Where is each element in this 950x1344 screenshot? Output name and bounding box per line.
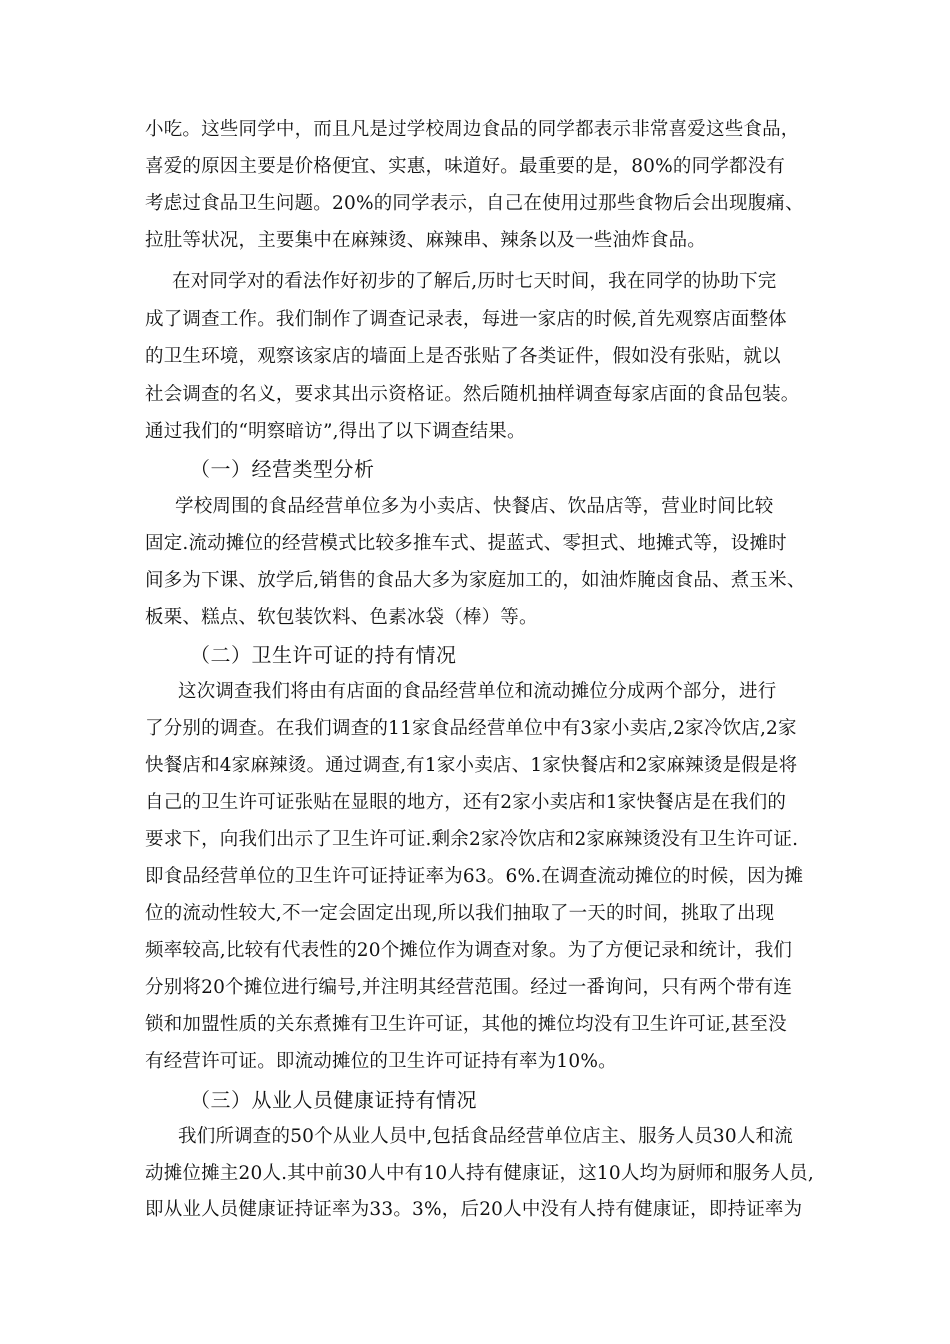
section-2-line-8: 频率较高,比较有代表性的20个摊位作为调查对象。为了方便记录和统计，我们 [145,940,793,961]
paragraph-2-line-2: 成了调查工作。我们制作了调查记录表，每进一家店的时候,首先观察店面整体 [145,309,787,330]
section-3-line-2: 动摊位摊主20人.其中前30人中有10人持有健康证，这10人均为厨师和服务人员, [145,1163,814,1184]
paragraph-1-line-1: 小吃。这些同学中，而且凡是过学校周边食品的同学都表示非常喜爱这些食品， [145,119,800,140]
paragraph-1-line-3: 考虑过食品卫生问题。20%的同学表示，自己在使用过那些食物后会出现腹痛、 [145,193,804,214]
section-3-line-3: 即从业人员健康证持证率为33。3%，后20人中没有人持有健康证，即持证率为 [145,1199,803,1220]
paragraph-1-line-4: 拉肚等状况，主要集中在麻辣烫、麻辣串、辣条以及一些油炸食品。 [145,230,707,251]
section-3-heading: （三）从业人员健康证持有情况 [190,1088,477,1112]
section-2-line-3: 快餐店和4家麻辣烫。通过调查,有1家小卖店、1家快餐店和2家麻辣烫是假是将 [145,755,798,776]
section-3-line-1: 我们所调查的50个从业人员中,包括食品经营单位店主、服务人员30人和流 [178,1126,793,1147]
section-2-line-5: 要求下，向我们出示了卫生许可证.剩余2家冷饮店和2家麻辣烫没有卫生许可证. [145,829,799,850]
paragraph-2-line-1: 在对同学对的看法作好初步的了解后,历时七天时间，我在同学的协助下完 [172,271,777,292]
section-2-line-9: 分别将20个摊位进行编号,并注明其经营范围。经过一番询问，只有两个带有连 [145,977,793,998]
paragraph-1-line-2: 喜爱的原因主要是价格便宜、实惠，味道好。最重要的是，80%的同学都没有 [145,156,786,177]
section-2-line-11: 有经营许可证。即流动摊位的卫生许可证持有率为10%。 [145,1051,617,1072]
paragraph-2-line-3: 的卫生环境，观察该家店的墙面上是否张贴了各类证件，假如没有张贴，就以 [145,346,781,367]
section-2-line-6: 即食品经营单位的卫生许可证持证率为63。6%.在调查流动摊位的时候，因为摊 [145,866,804,887]
section-1-line-4: 板栗、糕点、软包装饮料、色素冰袋（棒）等。 [145,607,538,628]
section-2-line-4: 自己的卫生许可证张贴在显眼的地方，还有2家小卖店和1家快餐店是在我们的 [145,792,787,813]
section-1-line-2: 固定.流动摊位的经营模式比较多推车式、提蓝式、零担式、地摊式等，设摊时 [145,533,787,554]
paragraph-2-line-5: 通过我们的“明察暗访”,得出了以下调查结果。 [145,421,526,442]
section-2-line-1: 这次调查我们将由有店面的食品经营单位和流动摊位分成两个部分，进行 [178,681,777,702]
section-2-line-10: 锁和加盟性质的关东煮摊有卫生许可证，其他的摊位均没有卫生许可证,甚至没 [145,1014,787,1035]
section-1-heading: （一）经营类型分析 [190,457,375,481]
section-2-heading: （二）卫生许可证的持有情况 [190,643,457,667]
section-1-line-1: 学校周围的食品经营单位多为小卖店、快餐店、饮品店等，营业时间比较 [175,496,774,517]
section-1-line-3: 间多为下课、放学后,销售的食品大多为家庭加工的，如油炸腌卤食品、煮玉米、 [145,570,806,591]
section-2-line-7: 位的流动性较大,不一定会固定出现,所以我们抽取了一天的时间，挑取了出现 [145,903,775,924]
section-2-line-2: 了分别的调查。在我们调查的11家食品经营单位中有3家小卖店,2家冷饮店,2家 [145,718,797,739]
paragraph-2-line-4: 社会调查的名义，要求其出示资格证。然后随机抽样调查每家店面的食品包装。 [145,384,800,405]
